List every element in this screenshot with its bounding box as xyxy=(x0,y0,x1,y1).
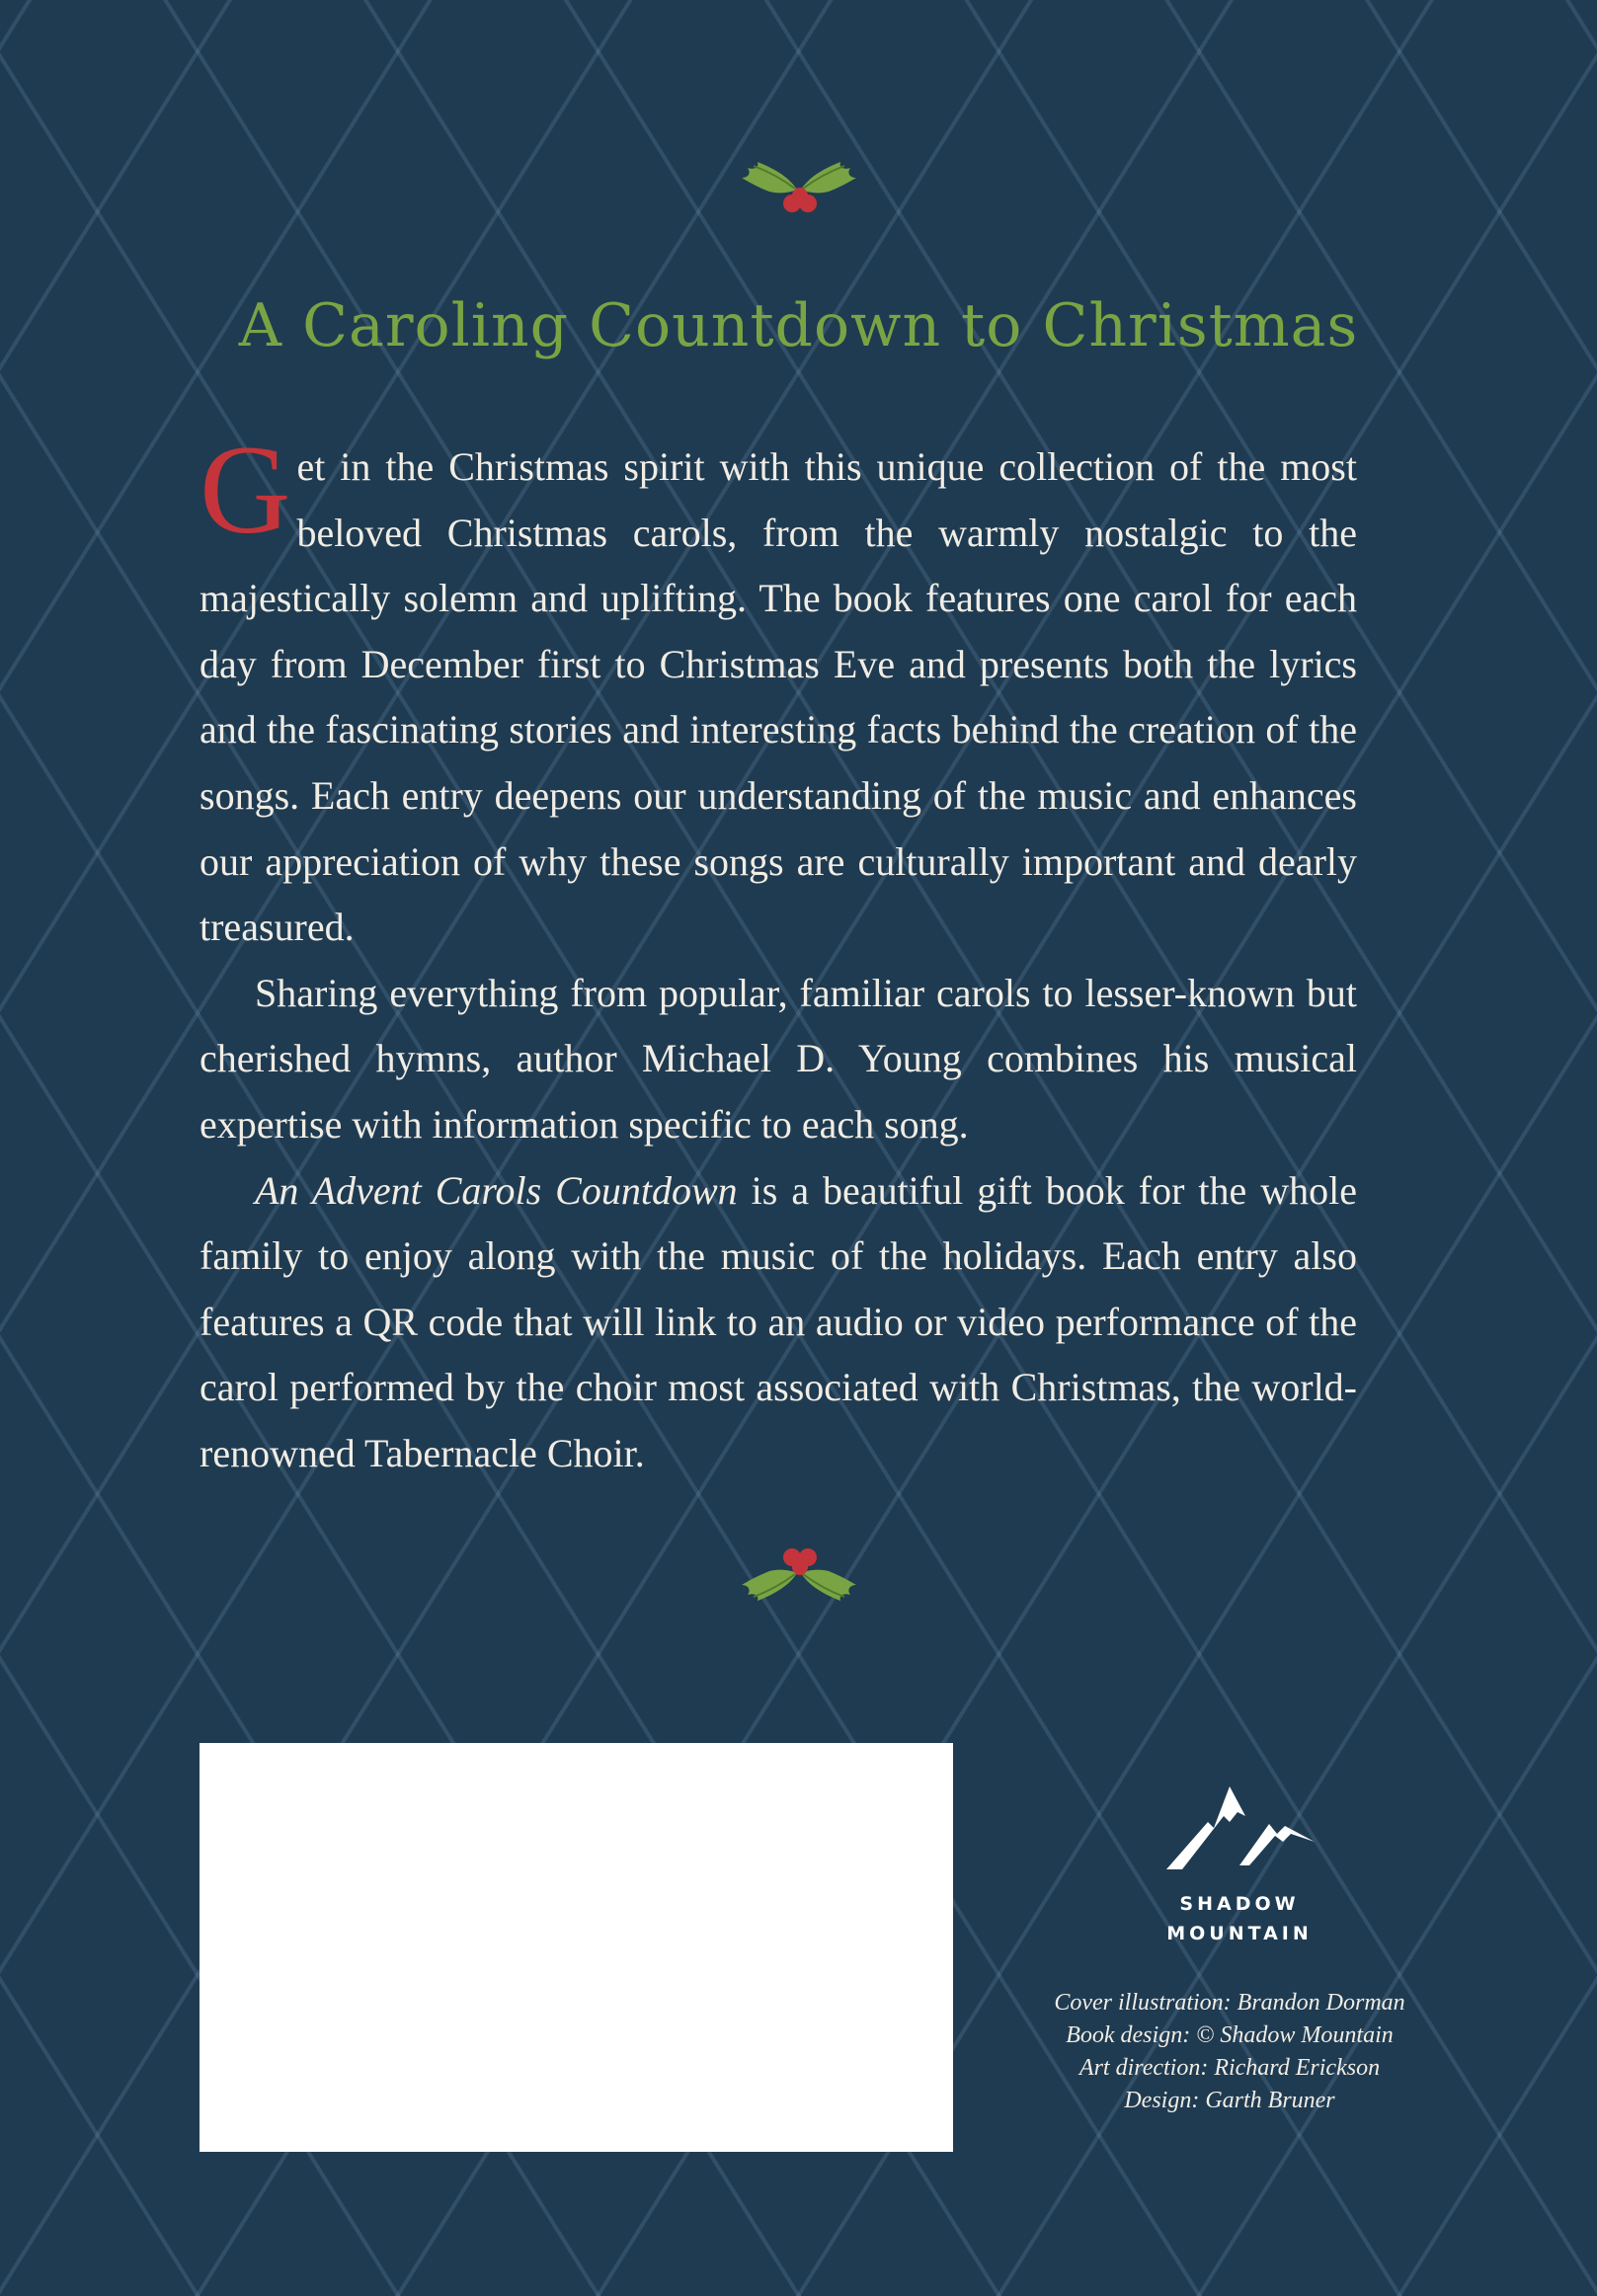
credit-line: Book design: © Shadow Mountain xyxy=(1066,2022,1394,2048)
book-description xyxy=(200,420,1357,1487)
holly-leaf-right xyxy=(801,1570,856,1601)
description-paragraph-2: Sharing everything from popular, familiar carols to lesser-known but cherished hymns, author Michael D. Young combines his musical expertise with information specific to each song. xyxy=(200,970,1357,1147)
book-title-italic: An Advent Carols Countdown xyxy=(255,1167,738,1213)
holly-berry xyxy=(792,1559,808,1575)
credit-line: Cover illustration: Brandon Dorman xyxy=(1054,1990,1405,2016)
credit-line: Art direction: Richard Erickson xyxy=(1078,2055,1381,2081)
page-title: A Caroling Countdown to Christmas xyxy=(238,291,1359,360)
publisher-name xyxy=(1156,1889,1323,1948)
publisher-line-2: MOUNTAIN xyxy=(1166,1923,1313,1944)
credit-line: Design: Garth Bruner xyxy=(1124,2088,1335,2113)
description-paragraph-1 xyxy=(200,420,1357,961)
drop-cap: G xyxy=(200,420,291,560)
paragraph-1-text: et in the Christmas spirit with this unique collection of the most beloved Christmas carols, from the warmly nostalgic to the majestically solemn and uplifting. The book features one carol for each day from December first to Christmas Eve and presents both the lyrics and the fascinating stories and interesting facts behind the creation of the songs. Each entry deepens our understanding of the music and enhances our appreciation of why these songs are culturally important and dearly treasured. xyxy=(200,444,1357,950)
barcode-area xyxy=(200,1743,953,2152)
paragraph-3-text: is a beautiful gift book for the whole family to enjoy along with the music of the holidays. Each entry also features a QR code that will link to an audio or video performance of the carol performed by the choir most associated with Christmas, the world-renowned Tabernacle Choir. xyxy=(200,1167,1357,1475)
holly-top-icon xyxy=(730,148,868,227)
holly-leaf-left xyxy=(742,162,797,193)
description-paragraph-3 xyxy=(200,1158,1357,1487)
holly-berry xyxy=(792,188,808,203)
publisher-line-1: SHADOW xyxy=(1179,1893,1300,1915)
publisher-logo xyxy=(1156,1782,1323,1948)
holly-leaf-right xyxy=(801,162,856,193)
credits xyxy=(1027,1987,1432,2117)
mountain-icon xyxy=(1160,1782,1318,1871)
holly-bottom-icon xyxy=(730,1536,868,1615)
holly-leaf-left xyxy=(742,1570,797,1601)
